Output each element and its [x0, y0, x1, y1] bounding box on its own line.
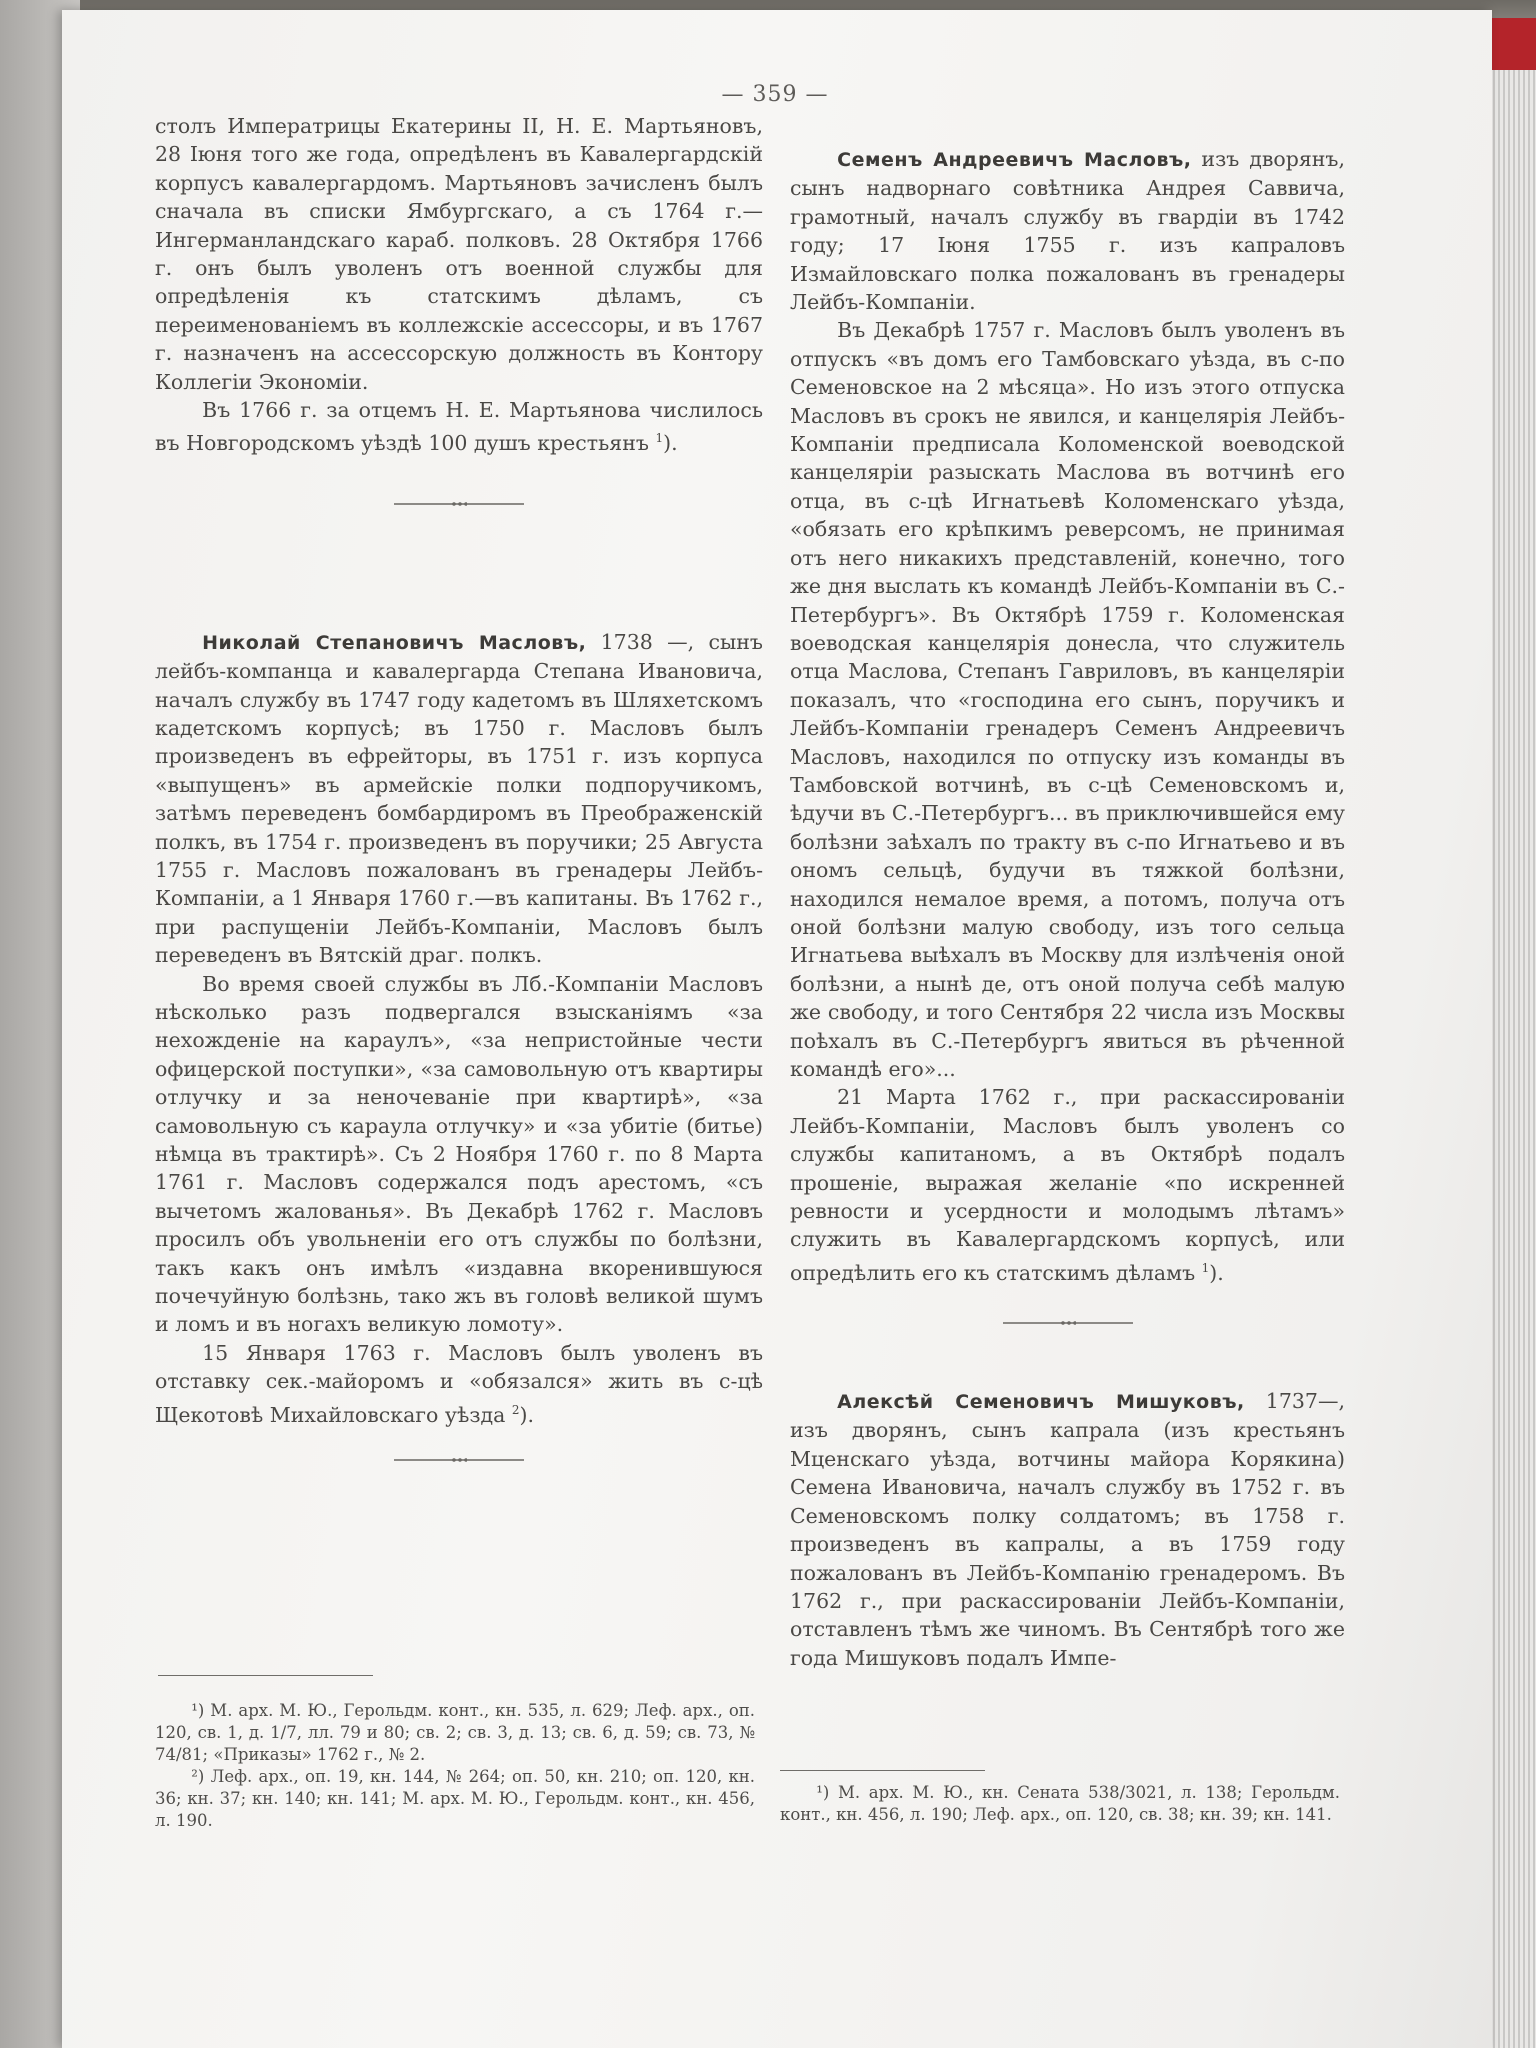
footnotes-right: [780, 1782, 1340, 1826]
section-separator: [790, 1287, 1345, 1357]
footnote-rule: [158, 1675, 373, 1676]
section-separator: [155, 1429, 763, 1489]
left-column: [155, 112, 763, 1489]
footnote-ref: 1: [1201, 1260, 1210, 1275]
footnote-ref: 1: [655, 431, 664, 446]
page-number: — 359 —: [721, 82, 829, 107]
footnotes-left: [155, 1700, 755, 1832]
person-name: Алексѣй Семеновичъ Мишуковъ,: [837, 1391, 1245, 1414]
footnote-ref: 2: [511, 1402, 520, 1417]
footnote-rule: [780, 1770, 985, 1771]
paragraph: столъ Императрицы Екатерины II, Н. Е. Мартьяновъ, 28 Іюня того же года, опредѣленъ въ Кавалергардскій корпусъ кавалергардомъ. Мартьяновъ зачисленъ былъ сначала въ списки Ямбургскаго, а съ 1764 г.—Ингерманландскаго караб. полковъ. 28 Октября 1766 г. онъ былъ уволенъ отъ военной службы для опредѣленія къ статскимъ дѣламъ, съ переименованіемъ въ коллежскіе ассессоры, и въ 1767 г. назначенъ на ассессорскую должность въ Контору Коллегіи Экономіи.: [155, 114, 763, 394]
paragraph: 21 Марта 1762 г., при раскассированіи Лейбъ-Компаніи, Масловъ былъ уволенъ со службы капитаномъ, а въ Октябрѣ подалъ прошеніе, выражая желаніе «по искренней ревности и усердности и молодымъ лѣтамъ» служить въ Кавалергардскомъ корпусѣ, или опредѣлить его къ статскимъ дѣламъ $^1$).: [790, 1085, 1345, 1285]
paragraph: Во время своей службы въ Лб.-Компаніи Масловъ нѣсколько разъ подвергался взысканіямъ «за нехожденіе на караулъ», «за непристойные чести офицерской поступки», «за самовольную отъ квартиры отлучку и за неночеваніе при квартирѣ», «за самовольную съ караула отлучку» и «за убитіе (битье) нѣмца въ трактирѣ». Съ 2 Ноября 1760 г. по 8 Марта 1761 г. Масловъ содержался подъ арестомъ, «съ вычетомъ жалованья». Въ Декабрѣ 1762 г. Масловъ просилъ объ увольненіи его отъ службы по болѣзни, такъ какъ онъ имѣлъ «издавна вкоренившуюся почечуйную болѣзнь, тако жъ въ головѣ великой шумъ и ломъ и въ ногахъ великую ломоту».: [155, 971, 763, 1337]
footnote: ¹) М. арх. М. Ю., Герольдм. конт., кн. 535, л. 629; Леф. арх., оп. 120, св. 1, д. 1/7, лл. 79 и 80; св. 2; св. 3, д. 13; св. 6, д. 59; св. 73, № 74/81; «Приказы» 1762 г., № 2.: [155, 1701, 755, 1764]
paragraph: 15 Января 1763 г. Масловъ былъ уволенъ въ отставку сек.-майоромъ и «обязался» жить въ с-цѣ Щекотовѣ Михайловскаго уѣзда $^2$).: [155, 1340, 763, 1427]
right-column: [790, 145, 1345, 1672]
person-name: Семенъ Андреевичъ Масловъ,: [837, 149, 1192, 171]
person-name: Николай Степановичъ Масловъ,: [202, 631, 587, 654]
footnote: ²) Леф. арх., оп. 19, кн. 144, № 264; оп. 50, кн. 210; оп. 120, кн. 36; кн. 37; кн. 140; кн. 141; М. арх. М. Ю., Герольдм. конт., кн. 456, л. 190.: [155, 1767, 755, 1830]
biography-entry: Семенъ Андреевичъ Масловъ, изъ дворянъ, сынъ надворнаго совѣтника Андрея Саввича, грамотный, началъ службу въ гвардіи въ 1742 году; 17 Іюня 1755 г. изъ капраловъ Измайловскаго полка пожалованъ въ гренадеры Лейбъ-Компаніи.: [790, 147, 1345, 315]
biography-entry: Алексѣй Семеновичъ Мишуковъ, 1737—, изъ дворянъ, сынъ капрала (изъ крестьянъ Мценскаго уѣзда, вотчины майора Корякина) Семена Ивановича, началъ службу въ 1752 г. въ Семеновскомъ полку солдатомъ; въ 1758 г. произведенъ въ капралы, а въ 1759 году пожалованъ въ Лейбъ-Компанію гренадеромъ. Въ 1762 г., при раскассированіи Лейбъ-Компаніи, отставленъ тѣмъ же чиномъ. Въ Сентябрѣ того же года Мишуковъ подалъ Импе-: [790, 1389, 1345, 1670]
paragraph: Въ Декабрѣ 1757 г. Масловъ былъ уволенъ въ отпускъ «въ домъ его Тамбовскаго уѣзда, въ с-по Семеновское на 2 мѣсяца». Но изъ этого отпуска Масловъ въ срокъ не явился, и канцелярія Лейбъ-Компаніи предписала Коломенской воеводской канцеляріи разыскать Маслова въ вотчинѣ его отца, въ с-цѣ Игнатьевѣ Коломенскаго уѣзда, «обязать его крѣпкимъ реверсомъ, не принимая отъ него никакихъ представленій, конечно, того же дня выслать къ командѣ Лейбъ-Компаніи въ С.-Петербургъ». Въ Октябрѣ 1759 г. Коломенская воеводская канцелярія донесла, что служитель отца Маслова, Степанъ Гавриловъ, въ канцеляріи показалъ, что «господина его сынъ, поручикъ и Лейбъ-Компаніи гренадеръ Семенъ Андреевичъ Масловъ, находился по отпуску изъ команды въ Тамбовской вотчинѣ, въ с-цѣ Семеновскомъ и, ѣдучи въ С.-Петербургъ... въ приключившейся ему болѣзни заѣхалъ по тракту въ с-по Игнатьево и въ ономъ сельцѣ, будучи въ тяжкой болѣзни, находился немалое время, а потомъ, получа отъ оной болѣзни малую свободу, изъ того сельца Игнатьева выѣхалъ въ Москву для излѣченія оной болѣзни, а нынѣ де, отъ оной получа себѣ малую же свободу, и того Сентября 22 числа изъ Москвы поѣхалъ въ С.-Петербургъ явиться въ рѣченной командѣ его»...: [790, 318, 1345, 1081]
footnote: ¹) М. арх. М. Ю., кн. Сената 538/3021, л. 138; Герольдм. конт., кн. 456, л. 190; Леф. арх., оп. 120, св. 38; кн. 39; кн. 141.: [780, 1783, 1340, 1824]
biography-entry: Николай Степановичъ Масловъ, 1738 —, сынъ лейбъ-компанца и кавалергарда Степана Ивановича, началъ службу въ 1747 году кадетомъ въ Шляхетскомъ кадетскомъ корпусѣ; въ 1750 г. Масловъ былъ произведенъ въ ефрейторы, въ 1751 г. изъ корпуса «выпущенъ» въ армейскіе полки подпоручикомъ, затѣмъ переведенъ бомбардиромъ въ Преображенскій полкъ, въ 1754 г. произведенъ въ поручики; 25 Августа 1755 г. Масловъ пожалованъ въ гренадеры Лейбъ-Компаніи, а 1 Января 1760 г.—въ капитаны. Въ 1762 г., при распущеніи Лейбъ-Компаніи, Масловъ былъ переведенъ въ Вятскій драг. полкъ.: [155, 629, 763, 968]
paragraph: Въ 1766 г. за отцемъ Н. Е. Мартьянова числилось въ Новгородскомъ уѣздѣ 100 душъ крестьянъ $^1$).: [155, 398, 763, 456]
section-separator: [155, 458, 763, 548]
